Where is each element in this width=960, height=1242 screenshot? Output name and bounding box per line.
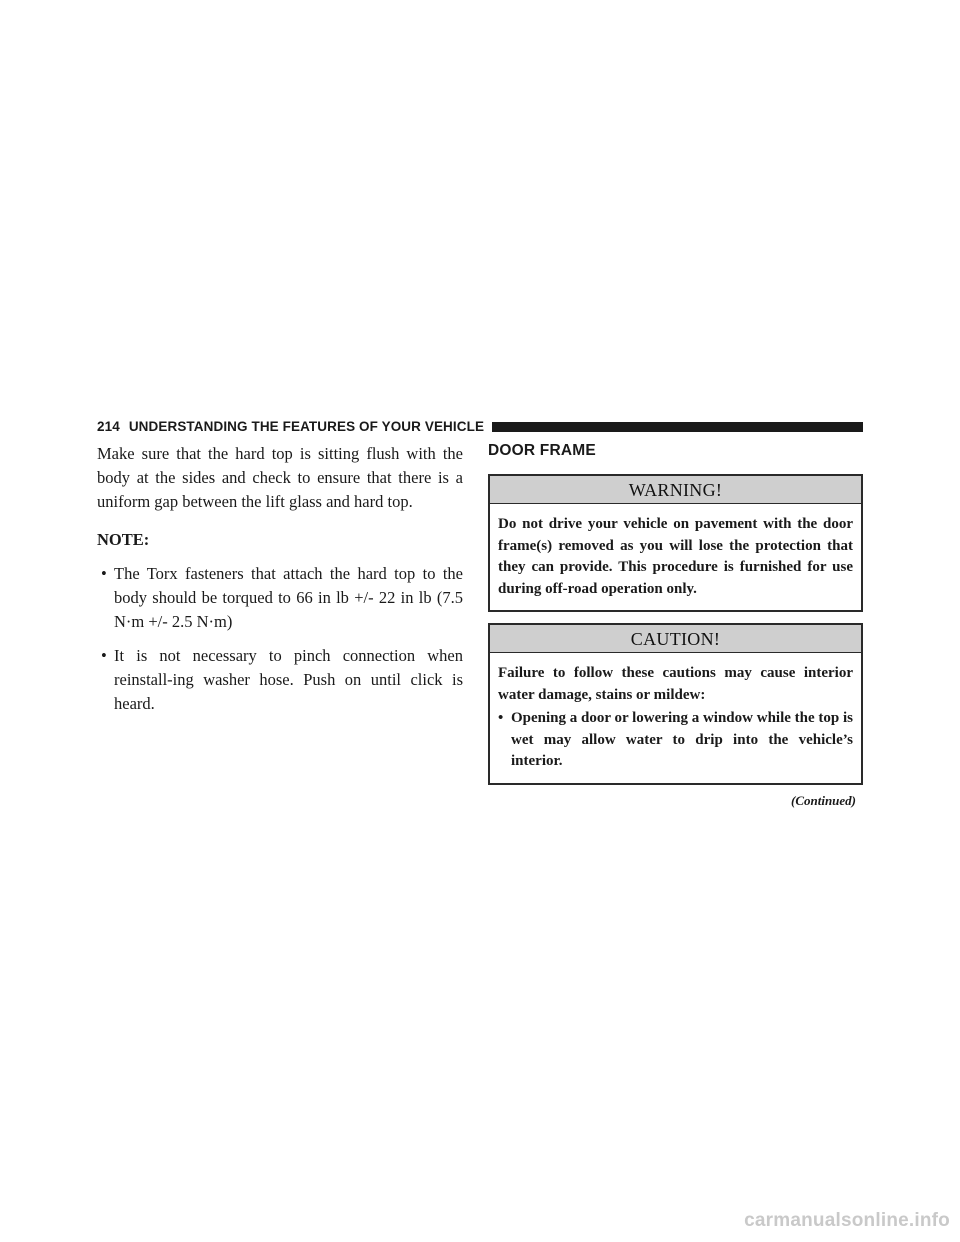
caution-box <box>488 623 863 785</box>
bullet-icon: • <box>498 710 504 726</box>
list-item <box>498 708 853 773</box>
running-header <box>97 417 863 435</box>
caution-intro: Failure to follow these cautions may cause interior water damage, stains or mildew: <box>498 665 853 703</box>
note-label: NOTE: <box>97 530 150 549</box>
caution-body <box>490 653 861 783</box>
bullet-icon: • <box>101 646 107 665</box>
watermark: carmanualsonline.info <box>744 1210 950 1231</box>
bullet-icon: • <box>101 564 107 583</box>
section-title: DOOR FRAME <box>488 442 596 459</box>
list-item-text: The Torx fasteners that attach the hard top to the body should be torqued to 66 in lb +/- 22 in lb (7.5 N·m +/- 2.5 N·m) <box>114 564 463 631</box>
right-column <box>488 442 863 809</box>
note-list <box>97 562 463 716</box>
list-item <box>97 644 463 716</box>
warning-text: Do not drive your vehicle on pavement with the door frame(s) removed as you will lose the protection that they can provide. This procedure is furnished for use during off-road operation only. <box>498 516 853 597</box>
caution-list <box>498 708 853 773</box>
list-item-text: It is not necessary to pinch connection when reinstall-ing washer hose. Push on until click is heard. <box>114 646 463 713</box>
chapter-title: UNDERSTANDING THE FEATURES OF YOUR VEHICLE <box>128 418 485 434</box>
list-item <box>97 562 463 634</box>
header-rule <box>492 422 863 432</box>
continued-label: (Continued) <box>790 792 856 808</box>
page-number: 214 <box>97 418 120 434</box>
warning-body <box>490 504 861 610</box>
warning-box <box>488 474 863 612</box>
caution-title: CAUTION! <box>490 625 861 653</box>
list-item-text: Opening a door or lowering a window while the top is wet may allow water to drip into the vehicle’s interior. <box>511 710 853 769</box>
warning-title: WARNING! <box>490 476 861 504</box>
left-column <box>97 442 463 726</box>
intro-paragraph: Make sure that the hard top is sitting flush with the body at the sides and check to ensure that there is a uniform gap between the lift glass and hard top. <box>97 444 463 511</box>
